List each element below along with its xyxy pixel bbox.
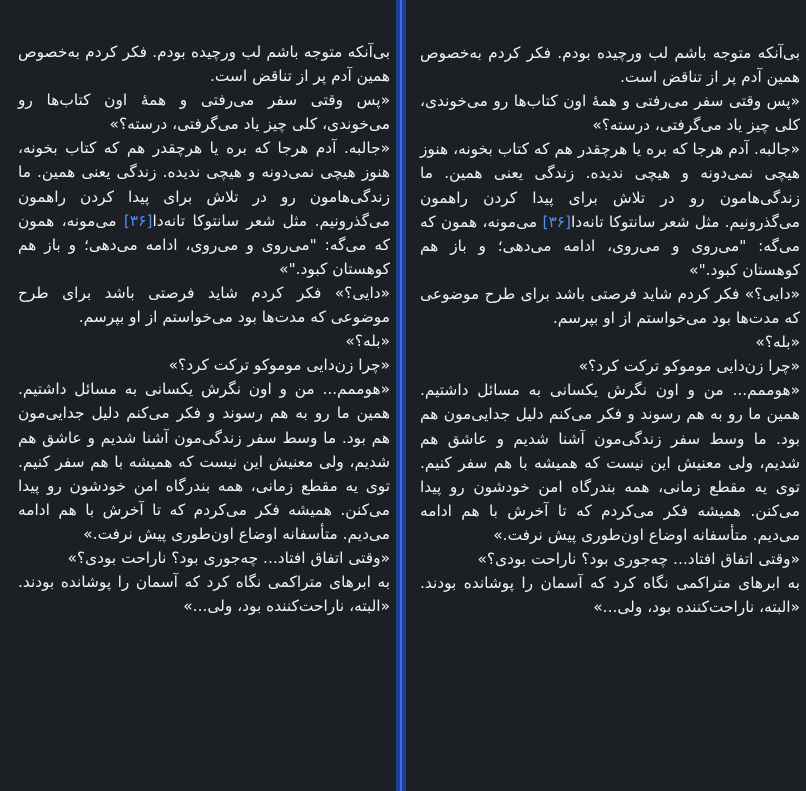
footnote-link[interactable]: [۳۶] xyxy=(123,211,153,230)
paragraph-text: «جالبه. آدم هرجا که بره یا هرچقدر هم که کتاب بخونه، هنوز هیچی نمی‌دونه و هیچی ندیده. زندگی یعنی همین. ما زندگی‌هامون رو در تلاش برای پیدا کردن راهمون می‌گذرونیم. مثل شعر سانتوکا تانه‌دا xyxy=(420,140,800,231)
paragraph: «وقتی اتفاق افتاد... چه‌جوری بود؟ ناراحت بودی؟» xyxy=(477,549,800,568)
paragraph: «دایی؟» فکر کردم شاید فرصتی باشد برای طرح موضوعی که مدت‌ها بود می‌خواستم از او بپرسم. xyxy=(420,284,800,328)
paragraph: بی‌آنکه متوجه باشم لب ورچیده بودم. فکر کردم به‌خصوص همین آدم پر از تناقض است. xyxy=(18,43,390,86)
paragraph: «وقتی اتفاق افتاد... چه‌جوری بود؟ ناراحت بودی؟» xyxy=(67,548,390,567)
paragraph: «پس وقتی سفر می‌رفتی و همهٔ اون کتاب‌ها رو می‌خوندی، کلی چیز یاد می‌گرفتی، درسته؟» xyxy=(420,92,800,135)
page-divider-line xyxy=(400,0,402,791)
paragraph: «چرا زن‌دایی موموکو ترکت کرد؟» xyxy=(578,357,800,376)
paragraph-text: می‌مونه، همون که می‌گه: "می‌روی و می‌روی، ادامه می‌دهی؛ و باز هم کوهستان کبود."» xyxy=(18,211,390,278)
paragraph: به ابرهای متراکمی نگاه کرد که آسمان را پوشانده بودند. «البته، ناراحت‌کننده بود، ولی...» xyxy=(18,573,390,616)
paragraph xyxy=(18,136,390,281)
paragraph: «هوممم... من و اون نگرش یکسانی به مسائل داشتیم. همین ما رو به هم رسوند و فکر می‌کنم دلیل جدایی‌مون هم بود. ما وسط سفر زندگی‌مون آشنا شدیم و عاشق هم شدیم، ولی معنیش این نیست که همیشه با هم سفر کنیم. توی یه مقطع زمانی، همه بندرگاه امن خودشون رو پیدا می‌کنن. همیشه فکر می‌کردم که تا آخرش با هم ادامه می‌دیم. متأسفانه اوضاع اون‌طوری پیش نرفت.» xyxy=(420,381,800,544)
paragraph: به ابرهای متراکمی نگاه کرد که آسمان را پوشانده بودند. «البته، ناراحت‌کننده بود، ولی...» xyxy=(420,574,800,617)
paragraph-text: «جالبه. آدم هرجا که بره یا هرچقدر هم که کتاب بخونه، هنوز هیچی نمی‌دونه و هیچی ندیده. زندگی یعنی همین. ما زندگی‌هامون رو در تلاش برای پیدا کردن راهمون می‌گذرونیم. مثل شعر سانتوکا تانه‌دا xyxy=(18,139,390,230)
paragraph: «چرا زن‌دایی موموکو ترکت کرد؟» xyxy=(168,356,390,375)
paragraph xyxy=(420,137,800,282)
page-right xyxy=(406,1,806,791)
paragraph-text: می‌مونه، همون که می‌گه: "می‌روی و می‌روی، ادامه می‌دهی؛ و باز هم کوهستان کبود."» xyxy=(420,212,800,279)
paragraph: «هوممم... من و اون نگرش یکسانی به مسائل داشتیم. همین ما رو به هم رسوند و فکر می‌کنم دلیل جدایی‌مون هم بود. ما وسط سفر زندگی‌مون آشنا شدیم و عاشق هم شدیم، ولی معنیش این نیست که همیشه با هم سفر کنیم. توی یه مقطع زمانی، همه بندرگاه امن خودشون رو پیدا می‌کنن. همیشه فکر می‌کردم که تا آخرش با هم ادامه می‌دیم. متأسفانه اوضاع اون‌طوری پیش نرفت.» xyxy=(18,380,390,543)
paragraph: «پس وقتی سفر می‌رفتی و همهٔ اون کتاب‌ها رو می‌خوندی، کلی چیز یاد می‌گرفتی، درسته؟» xyxy=(18,91,390,134)
paragraph: «دایی؟» فکر کردم شاید فرصتی باشد برای طرح موضوعی که مدت‌ها بود می‌خواستم از او بپرسم. xyxy=(18,283,390,327)
paragraph: بی‌آنکه متوجه باشم لب ورچیده بودم. فکر کردم به‌خصوص همین آدم پر از تناقض است. xyxy=(420,44,800,87)
footnote-link[interactable]: [۳۶] xyxy=(542,212,572,231)
paragraph: «بله؟» xyxy=(345,332,390,351)
paragraph: «بله؟» xyxy=(755,333,800,352)
page-left xyxy=(0,0,396,791)
